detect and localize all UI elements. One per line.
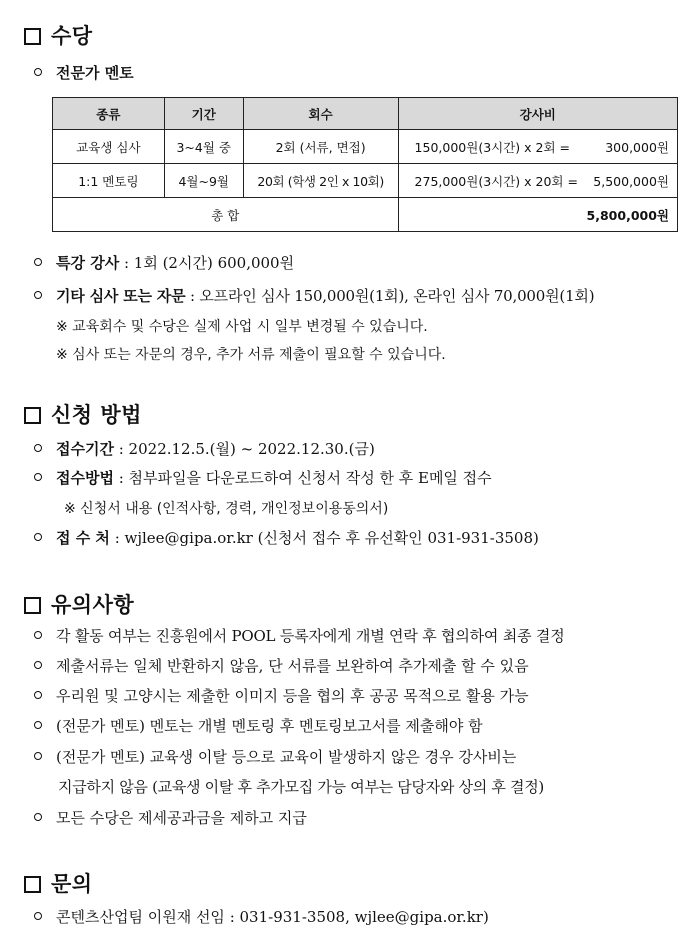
caution-item: 각 활동 여부는 진흥원에서 POOL 등록자에게 개별 연락 후 협의하여 최종 결정 xyxy=(34,625,565,646)
header-type: 종류 xyxy=(53,98,165,130)
table-total-row xyxy=(53,198,678,232)
header-period: 기간 xyxy=(164,98,243,130)
header-count: 회수 xyxy=(243,98,398,130)
row-type: 1:1 멘토링 xyxy=(53,164,165,198)
fee-formula: 275,000원(3시간) x 20회 = xyxy=(414,173,578,189)
caution-item: 우리원 및 고양시는 제출한 이미지 등을 협의 후 공공 목적으로 활용 가능 xyxy=(34,685,529,706)
row-count: 20회 (학생 2인 x 10회) xyxy=(243,164,398,198)
section-title-apply: 신청 방법 xyxy=(24,399,142,429)
circle-bullet-icon xyxy=(34,68,42,76)
section-title-cautions: 유의사항 xyxy=(24,589,134,619)
circle-bullet-icon xyxy=(34,631,42,639)
apply-method-line: 접수방법 : 첨부파일을 다운로드하여 신청서 작성 한 후 E메일 접수 xyxy=(34,467,492,488)
caution-item: (전문가 멘토) 멘토는 개별 멘토링 후 멘토링보고서를 제출해야 함 xyxy=(34,715,483,736)
fee-table xyxy=(52,97,678,232)
total-label: 총 합 xyxy=(53,198,399,232)
section-title-allowance: 수당 xyxy=(24,20,93,50)
row-type: 교육생 심사 xyxy=(53,130,165,164)
note-line: ※ 교육회수 및 수당은 실제 사업 시 일부 변경될 수 있습니다. xyxy=(56,319,428,335)
caution-item: 모든 수당은 제세공과금을 제하고 지급 xyxy=(34,807,307,828)
row-fee xyxy=(398,164,677,198)
circle-bullet-icon xyxy=(34,813,42,821)
row-period: 3~4월 중 xyxy=(164,130,243,164)
circle-bullet-icon xyxy=(34,912,42,920)
fee-formula: 150,000원(3시간) x 2회 = xyxy=(414,139,570,155)
circle-bullet-icon xyxy=(34,258,42,266)
circle-bullet-icon xyxy=(34,444,42,452)
contact-line: 콘텐츠산업팀 이원재 선임 : 031-931-3508, wjlee@gipa.or.kr) xyxy=(34,906,489,927)
other-review-line: 기타 심사 또는 자문 : 오프라인 심사 150,000원(1회), 온라인 심사 70,000원(1회) xyxy=(34,285,594,306)
caution-item-continued: 지급하지 않음 (교육생 이탈 후 추가모집 가능 여부는 담당자와 상의 후 결정) xyxy=(58,778,544,796)
allowance-subtitle: 전문가 멘토 xyxy=(34,62,134,83)
square-bullet-icon xyxy=(24,407,41,424)
total-amount: 5,800,000원 xyxy=(398,198,677,232)
fee-amount: 300,000원 xyxy=(605,139,669,155)
fee-amount: 5,500,000원 xyxy=(593,173,669,189)
section-title-contact: 문의 xyxy=(24,868,93,898)
circle-bullet-icon xyxy=(34,691,42,699)
circle-bullet-icon xyxy=(34,533,42,541)
note-line: ※ 심사 또는 자문의 경우, 추가 서류 제출이 필요할 수 있습니다. xyxy=(56,347,446,363)
caution-item: 제출서류는 일체 반환하지 않음, 단 서류를 보완하여 추가제출 할 수 있음 xyxy=(34,655,529,676)
square-bullet-icon xyxy=(24,28,41,45)
row-fee xyxy=(398,130,677,164)
row-period: 4월~9월 xyxy=(164,164,243,198)
caution-item: (전문가 멘토) 교육생 이탈 등으로 교육이 발생하지 않은 경우 강사비는 xyxy=(34,746,516,767)
header-fee: 강사비 xyxy=(398,98,677,130)
circle-bullet-icon xyxy=(34,661,42,669)
method-note: ※ 신청서 내용 (인적사항, 경력, 개인정보이용동의서) xyxy=(64,501,389,517)
special-lecture-line: 특강 강사 : 1회 (2시간) 600,000원 xyxy=(34,252,294,273)
square-bullet-icon xyxy=(24,597,41,614)
apply-period-line: 접수기간 : 2022.12.5.(월) ~ 2022.12.30.(금) xyxy=(34,438,375,459)
circle-bullet-icon xyxy=(34,473,42,481)
fee-table-header xyxy=(53,98,678,130)
circle-bullet-icon xyxy=(34,721,42,729)
apply-place-line: 접 수 처 : wjlee@gipa.or.kr (신청서 접수 후 유선확인 031-931-3508) xyxy=(34,527,539,548)
square-bullet-icon xyxy=(24,876,41,893)
table-row xyxy=(53,130,678,164)
circle-bullet-icon xyxy=(34,752,42,760)
table-row xyxy=(53,164,678,198)
circle-bullet-icon xyxy=(34,291,42,299)
row-count: 2회 (서류, 면접) xyxy=(243,130,398,164)
